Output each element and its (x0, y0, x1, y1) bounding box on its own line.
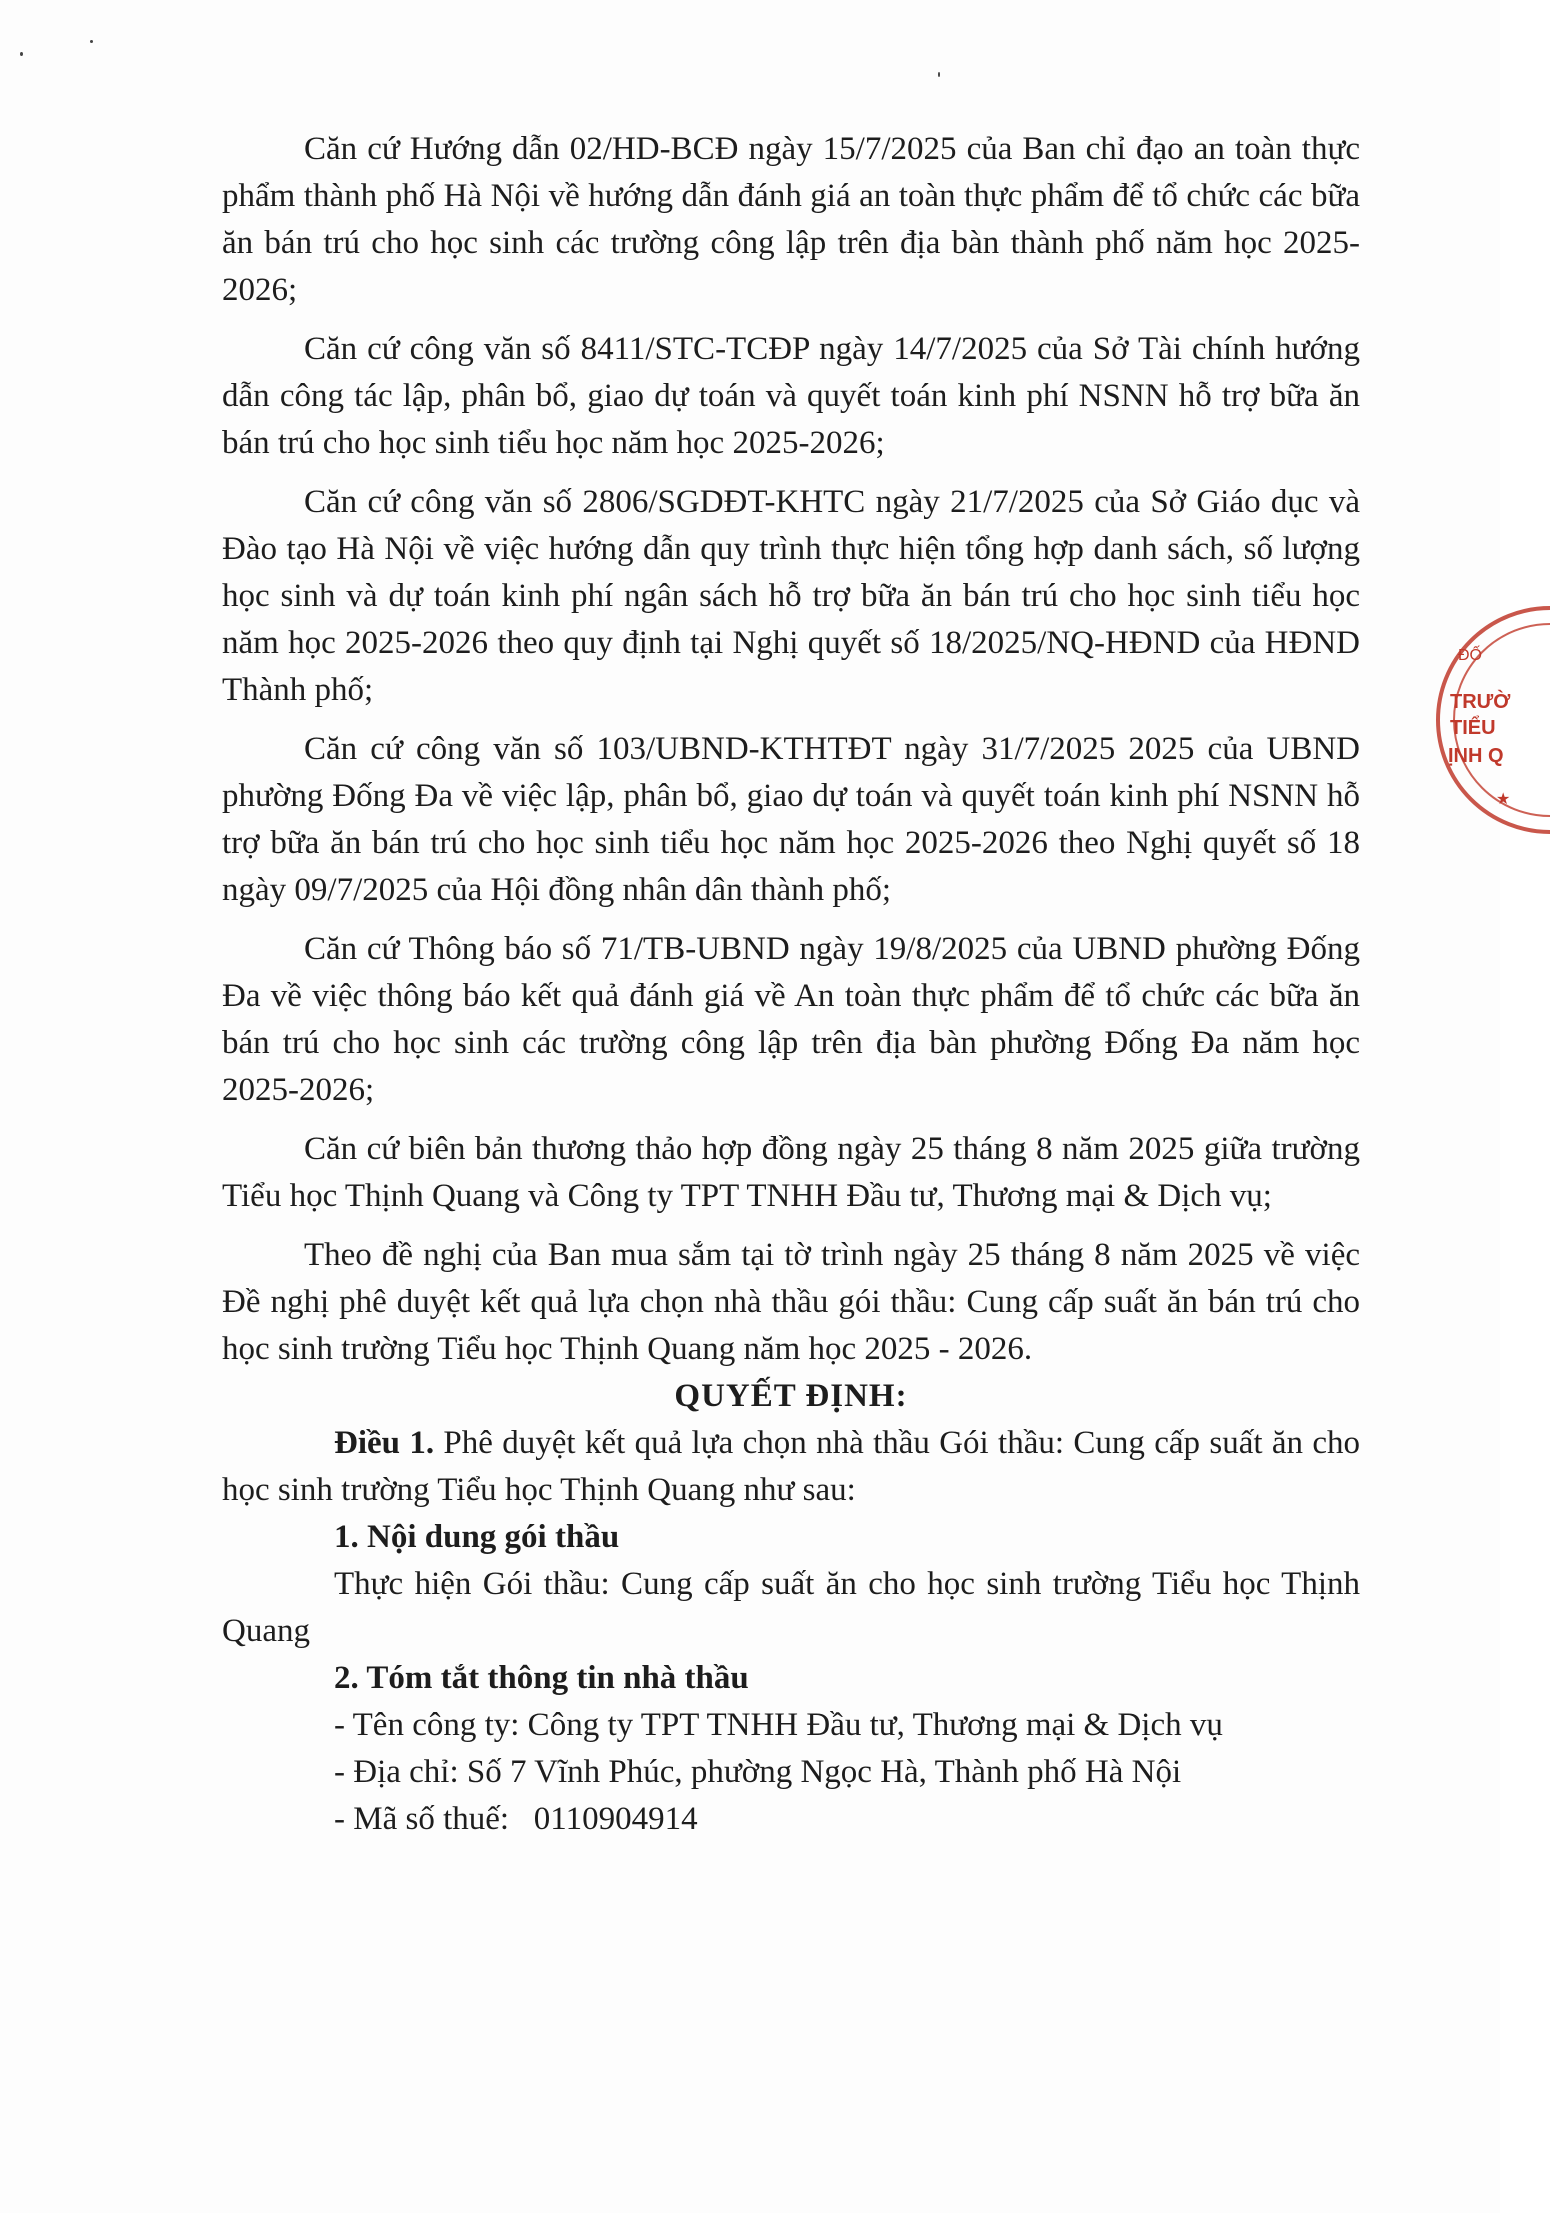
seal-icon (1430, 600, 1550, 840)
section-1-heading: 1. Nội dung gói thầu (334, 1519, 620, 1555)
legal-basis-paragraph: Căn cứ công văn số 8411/STC-TCĐP ngày 14/7/2025 của Sở Tài chính hướng dẫn công tác lập, phân bổ, giao dự toán và quyết toán kinh phí NSNN hỗ trợ bữa ăn bán trú cho học sinh tiểu học năm học 2025-2026; (222, 331, 1360, 461)
scan-speck (938, 72, 940, 77)
seal-text: TRƯỜ (1450, 691, 1511, 713)
legal-basis-paragraph: Căn cứ công văn số 103/UBND-KTHTĐT ngày 31/7/2025 2025 của UBND phường Đống Đa về việc lập, phân bổ, giao dự toán và quyết toán kinh phí NSNN hỗ trợ bữa ăn bán trú cho học sinh tiểu học năm học 2025-2026 theo Nghị quyết số 18 ngày 09/7/2025 của Hội đồng nhân dân thành phố; (222, 731, 1360, 908)
contractor-company: - Tên công ty: Công ty TPT TNHH Đầu tư, Thương mại & Dịch vụ (334, 1707, 1223, 1743)
legal-basis-paragraph: Căn cứ biên bản thương thảo hợp đồng ngày 25 tháng 8 năm 2025 giữa trường Tiểu học Thịnh Quang và Công ty TPT TNHH Đầu tư, Thương mại & Dịch vụ; (222, 1131, 1360, 1214)
legal-basis-paragraph: Căn cứ công văn số 2806/SGDĐT-KHTC ngày 21/7/2025 của Sở Giáo dục và Đào tạo Hà Nội về việc hướng dẫn quy trình thực hiện tổng hợp danh sách, số lượng học sinh và dự toán kinh phí ngân sách hỗ trợ bữa ăn bán trú cho học sinh tiểu học năm học 2025-2026 theo quy định tại Nghị quyết số 18/2025/NQ-HĐND của HĐND Thành phố; (222, 484, 1360, 708)
seal-text: ỊNH Q (1448, 745, 1504, 767)
article-1 (222, 1420, 1360, 1514)
article-1-label: Điều 1. (334, 1425, 435, 1461)
scan-speck (90, 40, 93, 43)
legal-basis-paragraph: Căn cứ Hướng dẫn 02/HD-BCĐ ngày 15/7/2025 của Ban chỉ đạo an toàn thực phẩm thành phố Hà Nội về hướng dẫn đánh giá an toàn thực phẩm để tổ chức các bữa ăn bán trú cho học sinh các trường công lập trên địa bàn thành phố năm học 2025-2026; (222, 131, 1360, 308)
contractor-tax-code: - Mã số thuế: 0110904914 (334, 1801, 698, 1837)
contractor-address: - Địa chỉ: Số 7 Vĩnh Phúc, phường Ngọc Hà, Thành phố Hà Nội (334, 1754, 1182, 1790)
article-1-text: Phê duyệt kết quả lựa chọn nhà thầu Gói thầu: Cung cấp suất ăn cho học sinh trường Tiểu học Thịnh Quang như sau: (222, 1425, 1360, 1508)
proposal-paragraph: Theo đề nghị của Ban mua sắm tại tờ trình ngày 25 tháng 8 năm 2025 về việc Đề nghị phê duyệt kết quả lựa chọn nhà thầu gói thầu: Cung cấp suất ăn bán trú cho học sinh trường Tiểu học Thịnh Quang năm học 2025 - 2026. (222, 1237, 1360, 1367)
seal-text: TIỂU (1450, 717, 1496, 739)
decision-title: QUYẾT ĐỊNH: (674, 1378, 908, 1414)
scan-speck (20, 52, 23, 56)
section-1-text: Thực hiện Gói thầu: Cung cấp suất ăn cho học sinh trường Tiểu học Thịnh Quang (222, 1566, 1360, 1649)
legal-basis-paragraph: Căn cứ Thông báo số 71/TB-UBND ngày 19/8/2025 của UBND phường Đống Đa về việc thông báo kết quả đánh giá về An toàn thực phẩm để tổ chức các bữa ăn bán trú cho học sinh các trường công lập trên địa bàn phường Đống Đa năm học 2025-2026; (222, 931, 1360, 1108)
section-2-heading: 2. Tóm tắt thông tin nhà thầu (334, 1660, 749, 1696)
document-body (222, 126, 1360, 1843)
seal-text: ĐỐ (1458, 647, 1482, 664)
official-seal-fragment (1430, 600, 1550, 840)
seal-star-icon: ★ (1496, 789, 1511, 808)
